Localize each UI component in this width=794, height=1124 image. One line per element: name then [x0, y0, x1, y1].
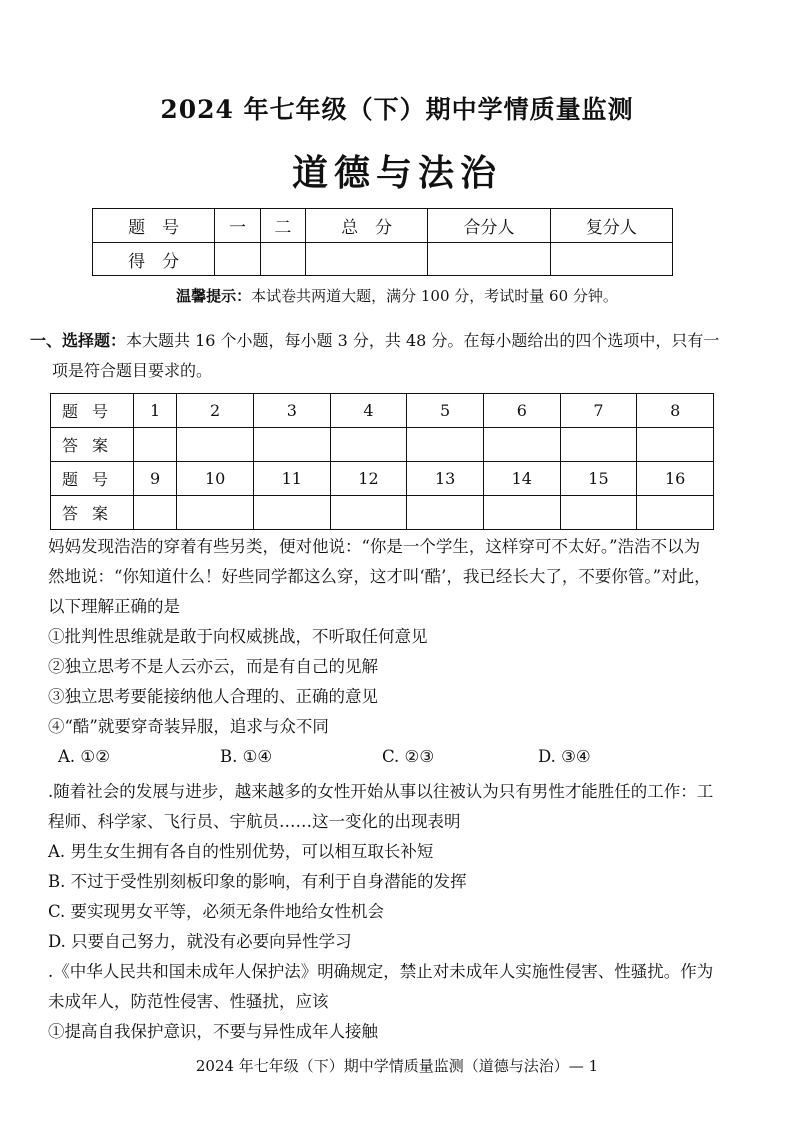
answer-cell[interactable]: [253, 428, 330, 462]
statement-item: ①批判性思维就是敢于向权威挑战，不听取任何意见: [48, 627, 428, 646]
question-stem-line: 然地说：“你知道什么！好些同学都这么穿，这才叫‘酷’，我已经长大了，不要你管。”对此，: [48, 567, 711, 586]
answer-cell[interactable]: [483, 496, 560, 530]
answer-cell[interactable]: [407, 428, 484, 462]
question-number: 8: [637, 394, 714, 428]
answer-cell[interactable]: [177, 496, 254, 530]
question-number: 5: [407, 394, 484, 428]
question-number: 3: [253, 394, 330, 428]
question-number: 12: [330, 462, 407, 496]
question-number: 11: [253, 462, 330, 496]
score-header-cell: 二: [260, 209, 305, 243]
answer-cell[interactable]: [330, 496, 407, 530]
option-c[interactable]: C. ②③: [382, 747, 435, 766]
question-number: 16: [637, 462, 714, 496]
score-header-cell: 总 分: [305, 209, 427, 243]
question-1: [48, 532, 748, 772]
answer-table-num-label: 题号: [51, 394, 134, 428]
section1-text-line2: 项是符合题目要求的。: [52, 361, 213, 380]
option-b[interactable]: B. ①④: [220, 747, 273, 766]
answer-cell[interactable]: [253, 496, 330, 530]
statement-item: ③独立思考要能接纳他人合理的、正确的意见: [48, 687, 378, 706]
answer-options: [48, 742, 748, 772]
answer-cell[interactable]: [134, 496, 177, 530]
section1-heading: 一、选择题：: [30, 331, 127, 350]
question-number: 7: [560, 394, 637, 428]
answer-cell[interactable]: [407, 496, 484, 530]
score-header-cell: 一: [215, 209, 260, 243]
option-a[interactable]: A. ①②: [58, 747, 110, 766]
score-table: [92, 208, 673, 276]
question-stem-line: .《中华人民共和国未成年人保护法》明确规定，禁止对未成年人实施性侵害、性骚扰。作为: [48, 962, 714, 981]
question-stem-line: 以下理解正确的是: [48, 597, 180, 616]
score-cell[interactable]: [428, 243, 550, 276]
answer-cell[interactable]: [637, 428, 714, 462]
answer-cell[interactable]: [134, 428, 177, 462]
score-cell[interactable]: [215, 243, 260, 276]
question-2: [48, 777, 748, 957]
option-d[interactable]: D. ③④: [538, 747, 591, 766]
answer-cell[interactable]: [177, 428, 254, 462]
option-c[interactable]: C. 要实现男女平等，必须无条件地给女性机会: [48, 902, 385, 921]
hint-label: 温馨提示：: [176, 287, 252, 305]
statement-item: ②独立思考不是人云亦云，而是有自己的见解: [48, 657, 378, 676]
option-d[interactable]: D. 只要自己努力，就没有必要向异性学习: [48, 932, 352, 951]
answer-cell[interactable]: [560, 496, 637, 530]
statement-item: ①提高自我保护意识，不要与异性成年人接触: [48, 1022, 378, 1041]
score-cell[interactable]: [305, 243, 427, 276]
score-header-cell: 复分人: [550, 209, 672, 243]
option-b[interactable]: B. 不过于受性别刻板印象的影响，有利于自身潜能的发挥: [48, 872, 467, 891]
answer-cell[interactable]: [560, 428, 637, 462]
question-number: 6: [483, 394, 560, 428]
answer-cell[interactable]: [637, 496, 714, 530]
question-stem-line: 程师、科学家、飞行员、宇航员……这一变化的出现表明: [48, 812, 461, 831]
answer-table-ans-label: 答案: [51, 496, 134, 530]
hint-line: [0, 285, 794, 306]
exam-title: 2024 年七年级（下）期中学情质量监测: [160, 95, 634, 124]
question-stem-line: 妈妈发现浩浩的穿着有些另类，便对他说：“你是一个学生，这样穿可不太好。”浩浩不以为: [48, 537, 701, 556]
question-number: 2: [177, 394, 254, 428]
score-header-cell: 合分人: [428, 209, 550, 243]
question-stem-line: 未成年人，防范性侵害、性骚扰，应该: [48, 992, 329, 1011]
statement-item: ④“酷”就要穿奇装异服，追求与众不同: [48, 717, 329, 736]
option-a[interactable]: A. 男生女生拥有各自的性别优势，可以相互取长补短: [48, 842, 434, 861]
page-footer: 2024 年七年级（下）期中学情质量监测（道德与法治）— 1: [195, 1057, 599, 1075]
section1-instructions: [30, 326, 750, 386]
question-number: 10: [177, 462, 254, 496]
score-cell[interactable]: [550, 243, 672, 276]
answer-table: [50, 393, 714, 530]
score-row-label: 得 分: [93, 243, 215, 276]
score-cell[interactable]: [260, 243, 305, 276]
hint-text: 本试卷共两道大题，满分 100 分，考试时量 60 分钟。: [251, 287, 618, 305]
question-number: 4: [330, 394, 407, 428]
question-stem-line: .随着社会的发展与进步，越来越多的女性开始从事以往被认为只有男性才能胜任的工作：工: [48, 782, 714, 801]
subject-title: 道德与法治: [291, 152, 502, 194]
answer-cell[interactable]: [330, 428, 407, 462]
answer-table-ans-label: 答案: [51, 428, 134, 462]
question-number: 15: [560, 462, 637, 496]
question-number: 13: [407, 462, 484, 496]
question-number: 1: [134, 394, 177, 428]
score-header-cell: 题 号: [93, 209, 215, 243]
answer-table-num-label: 题号: [51, 462, 134, 496]
question-number: 14: [483, 462, 560, 496]
answer-cell[interactable]: [483, 428, 560, 462]
section1-text-line1: 本大题共 16 个小题，每小题 3 分，共 48 分。在每小题给出的四个选项中，只有一: [126, 331, 720, 350]
question-number: 9: [134, 462, 177, 496]
question-3: [48, 957, 748, 1047]
